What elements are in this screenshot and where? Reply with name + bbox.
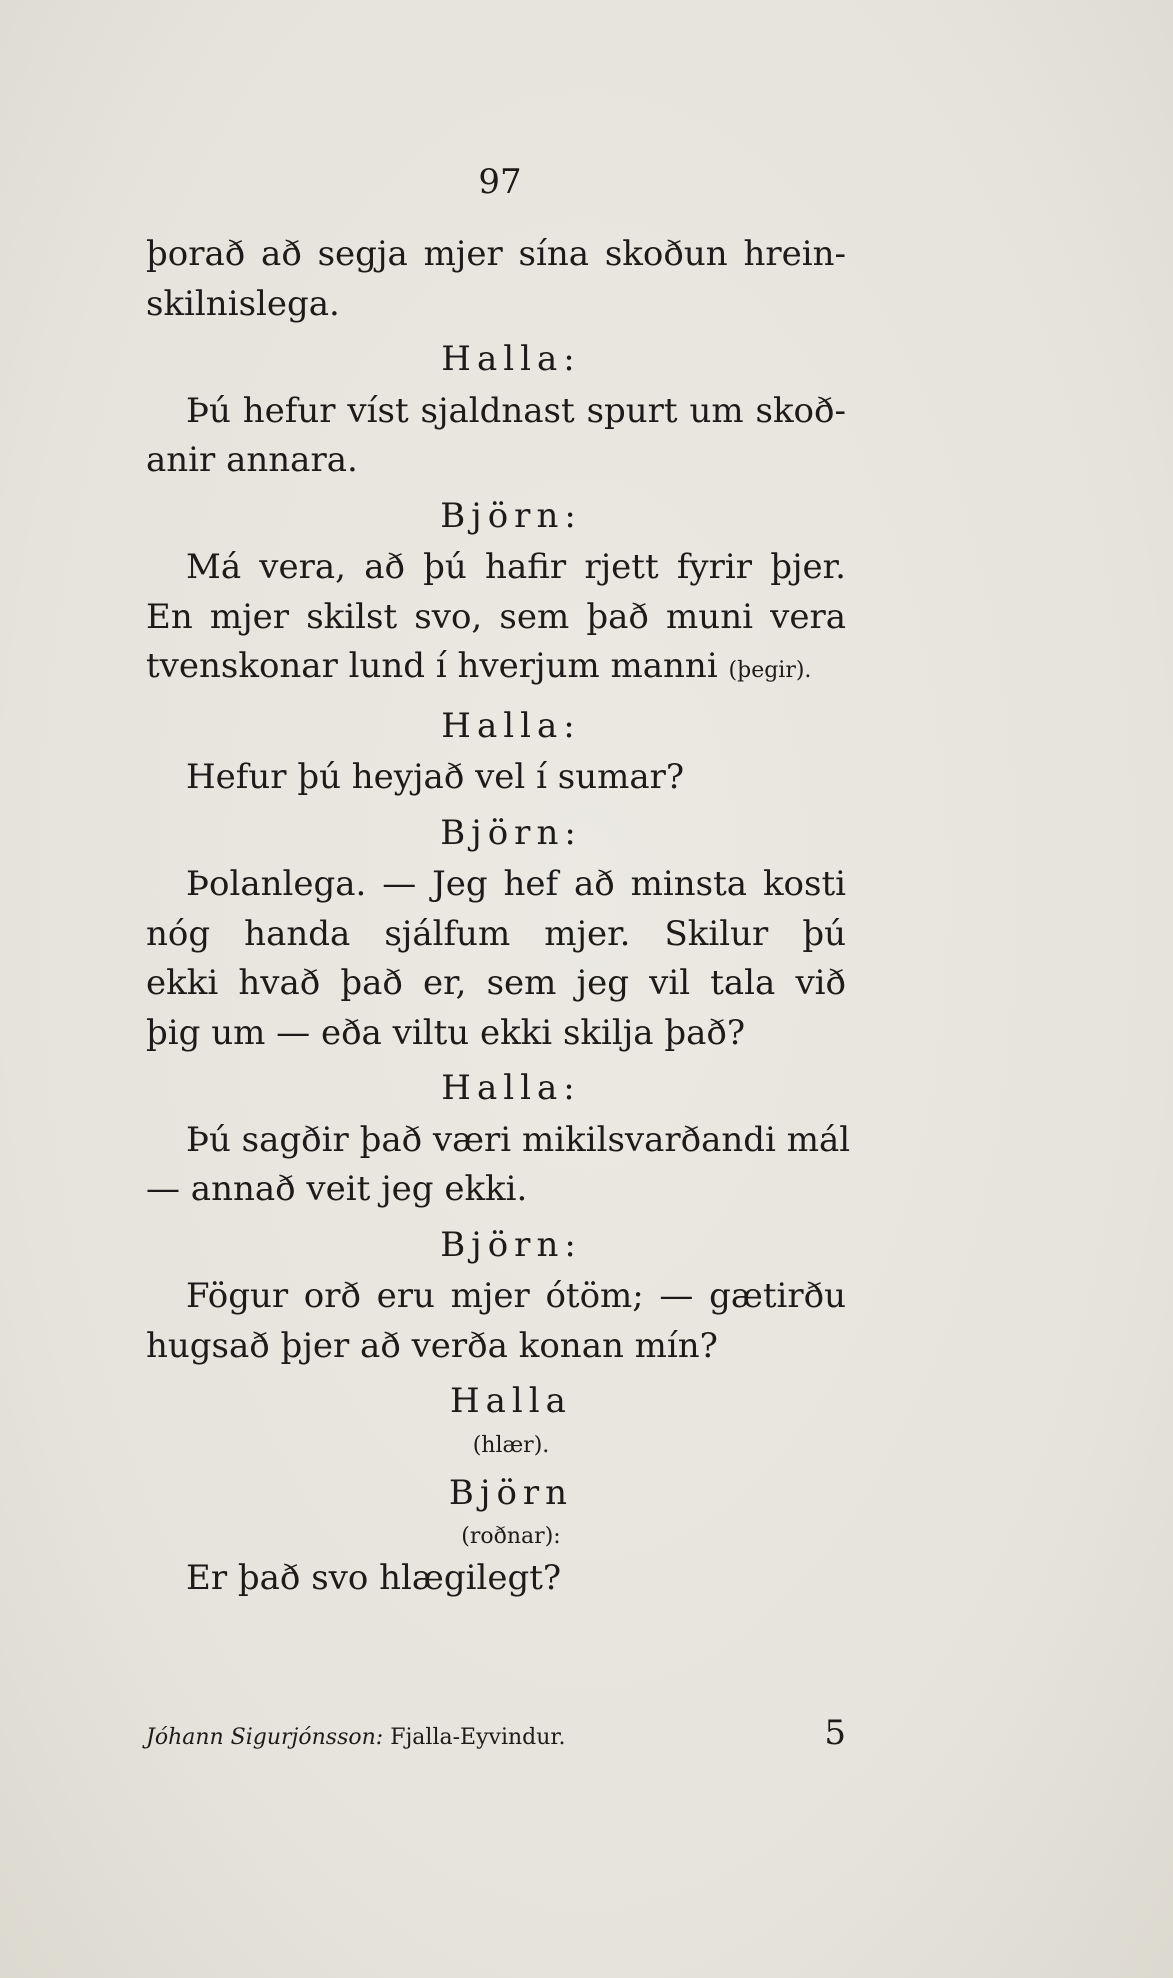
- text-line: anir annara.: [146, 440, 358, 480]
- text-line: Er það svo hlægilegt?: [186, 1558, 562, 1598]
- text-line: hugsað þjer að verða konan mín?: [146, 1325, 718, 1366]
- speaker-name: Björn:: [440, 1224, 582, 1265]
- text-line: Fögur orð eru mjer ótöm; — gætirðu: [186, 1276, 846, 1316]
- text-line: þorað að segja mjer sína skoðun hrein-: [146, 234, 846, 274]
- text-line: þig um — eða viltu ekki skilja það?: [146, 1012, 746, 1053]
- page-footer: [146, 1713, 846, 1753]
- body-text: [146, 230, 851, 1604]
- text-line: Má vera, að þú hafir rjett fyrir þjer.: [186, 547, 846, 587]
- text-line: nóg handa sjálfum mjer. Skilur þú: [146, 913, 846, 954]
- text-line: Þú hefur víst sjaldnast spurt um skoð-: [186, 390, 846, 431]
- speaker-name: Halla:: [441, 339, 581, 379]
- footer-credit: [146, 1725, 566, 1750]
- stage-direction: (þegir).: [728, 658, 812, 683]
- signature-mark: 5: [824, 1713, 846, 1753]
- stage-direction: (roðnar):: [461, 1524, 561, 1549]
- stage-direction: (hlær).: [472, 1432, 550, 1458]
- speaker-name: Halla: [450, 1381, 572, 1421]
- footer-title: Fjalla-Eyvindur.: [390, 1725, 566, 1750]
- text-line: Þú sagðir það væri mikilsvarðandi mál: [186, 1119, 851, 1160]
- text-line: [146, 642, 846, 696]
- speaker-name: Björn:: [440, 812, 582, 853]
- speaker-name: Björn: [448, 1472, 574, 1513]
- text-line: En mjer skilst svo, sem það muni vera: [146, 596, 846, 637]
- text-line: skilnislega.: [146, 283, 340, 324]
- text-line: ekki hvað það er, sem jeg vil tala við: [146, 963, 846, 1003]
- text-line-content: tvenskonar lund í hverjum manni: [146, 646, 718, 686]
- text-line: Hefur þú heyjað vel í sumar?: [186, 757, 685, 797]
- speaker-name: Björn:: [440, 495, 582, 536]
- text-line: Þolanlega. — Jeg hef að minsta kosti: [186, 864, 846, 904]
- footer-author: Jóhann Sigurjónsson:: [146, 1725, 384, 1750]
- speaker-name: Halla:: [441, 1068, 581, 1108]
- text-line: — annað veit jeg ekki.: [146, 1169, 528, 1209]
- speaker-name: Halla:: [441, 705, 581, 746]
- page-number: 97: [478, 162, 522, 202]
